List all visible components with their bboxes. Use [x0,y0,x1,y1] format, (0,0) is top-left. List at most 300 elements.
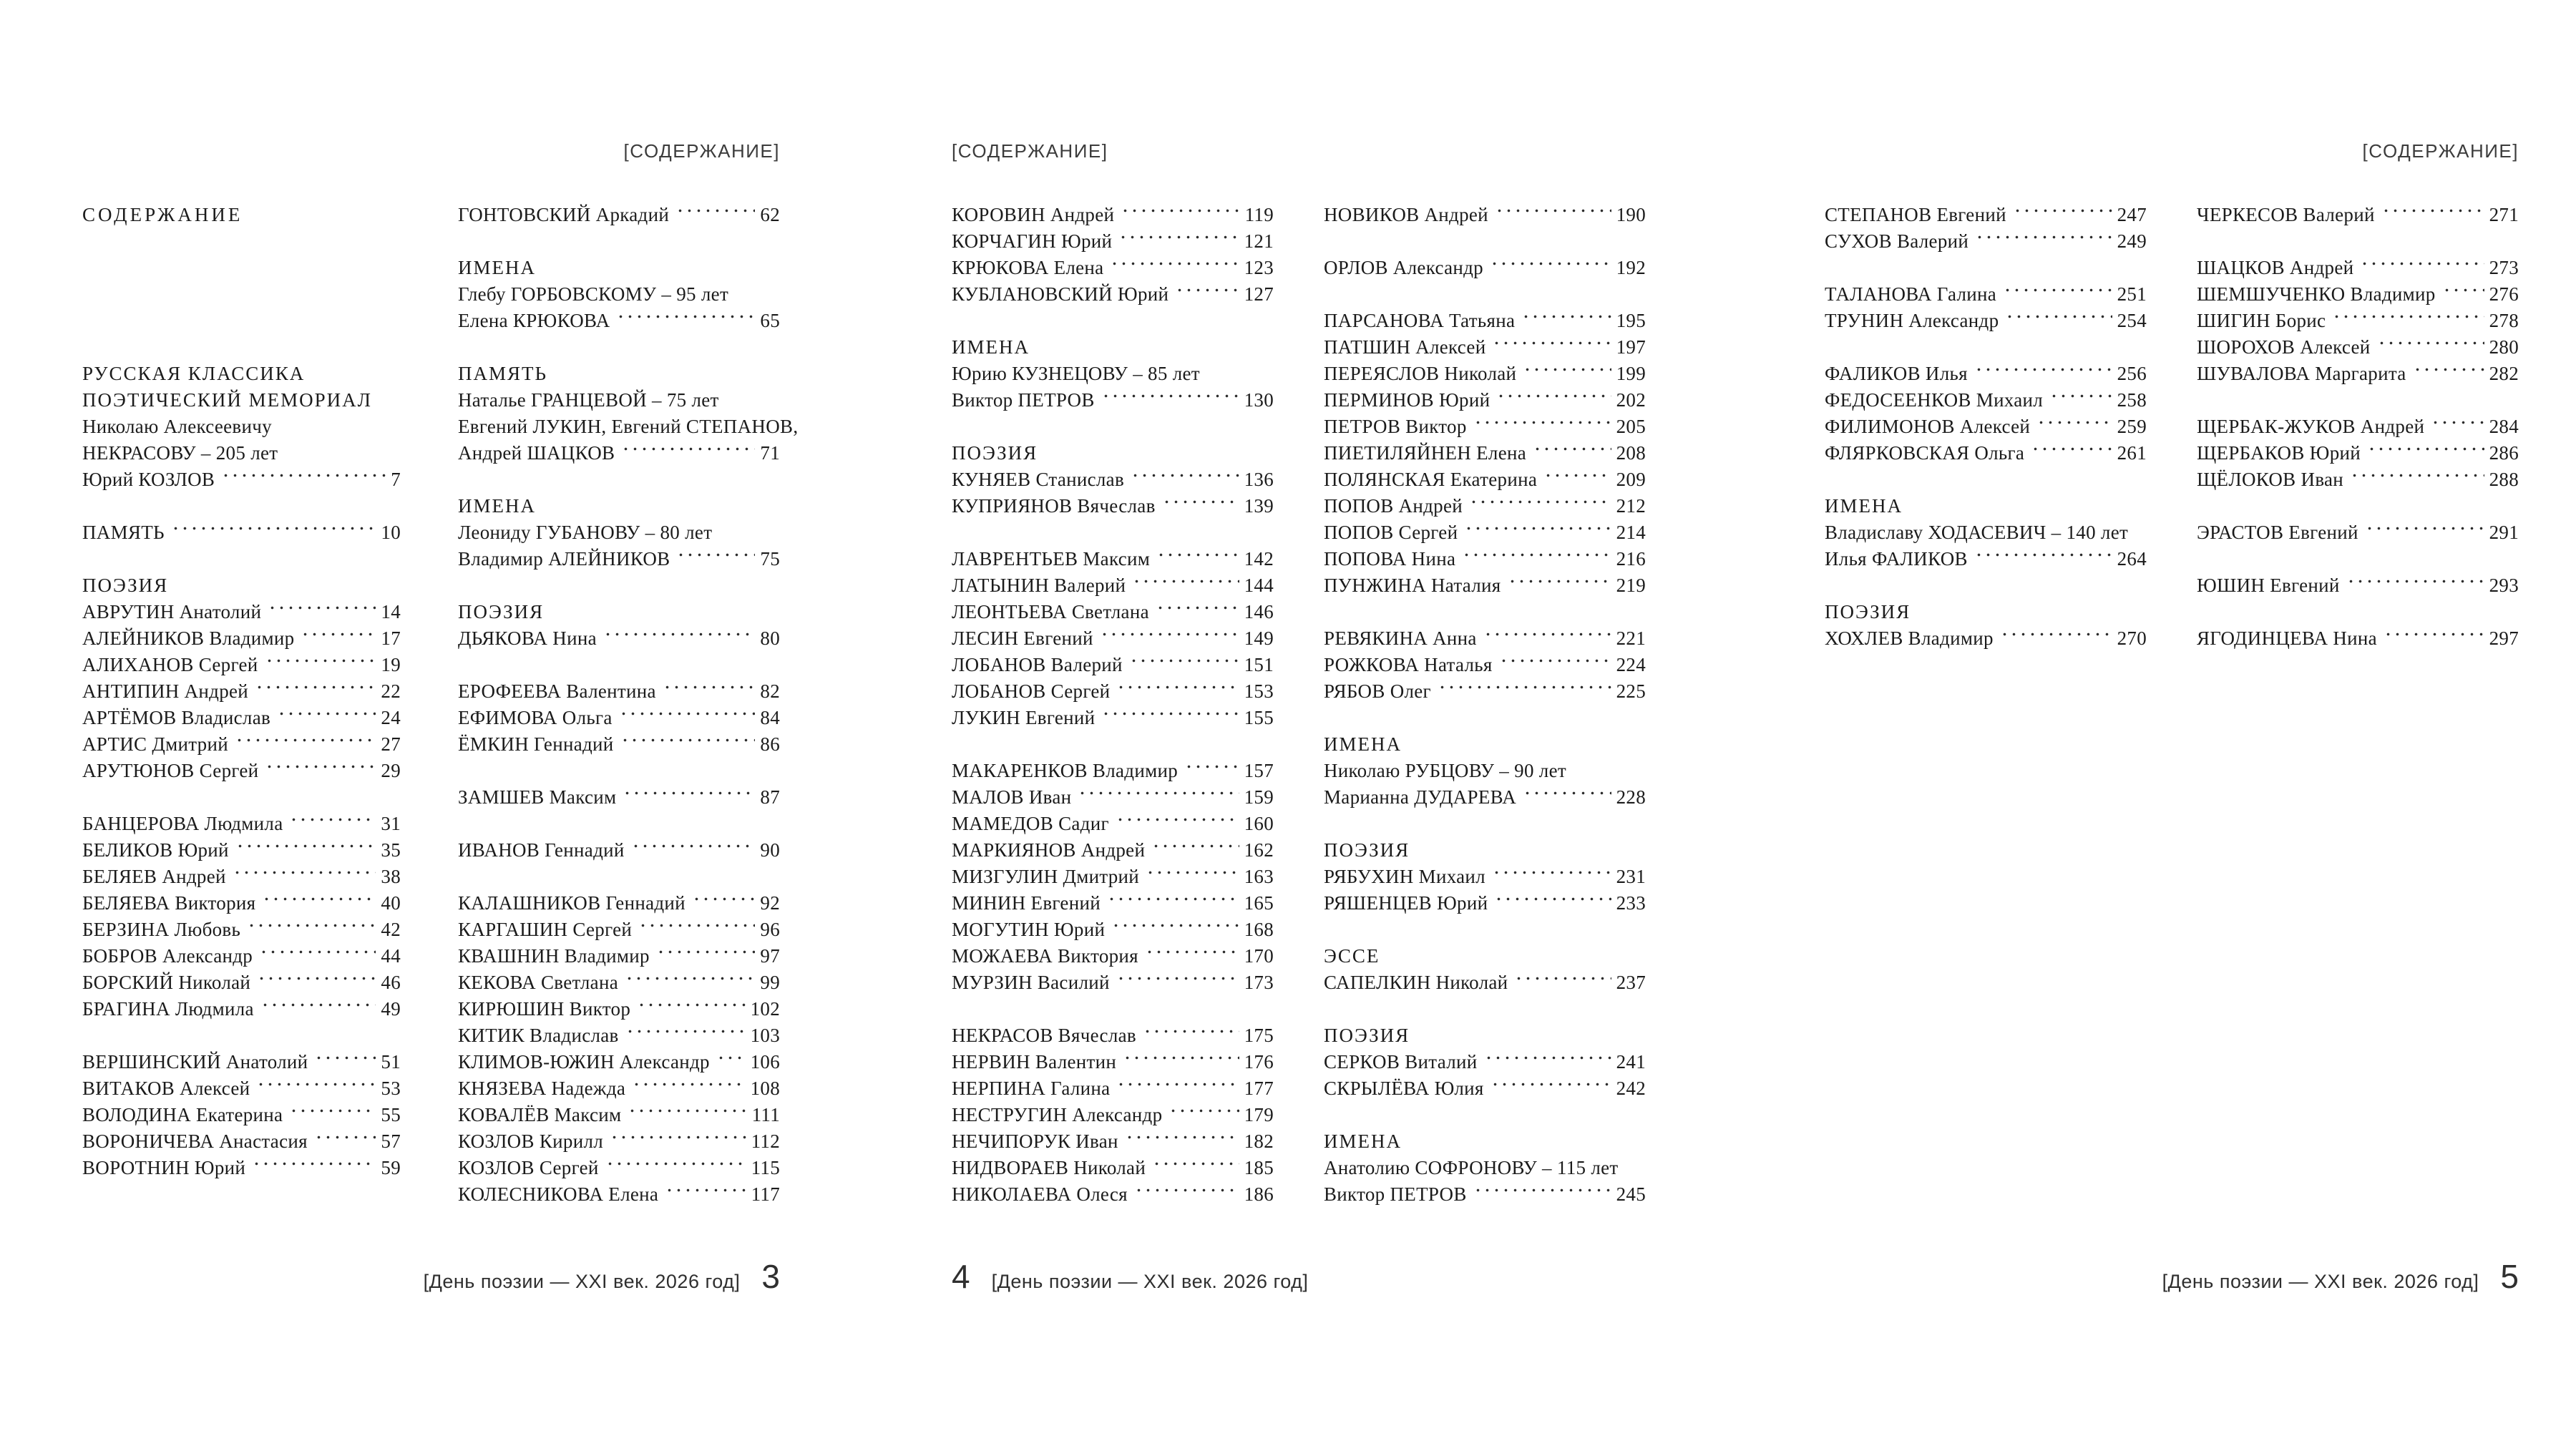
toc-entry [458,731,780,758]
entry-page: 228 [1616,786,1646,808]
entry-page: 214 [1616,522,1646,543]
toc-gap [458,334,780,361]
toc-gap [952,414,1274,440]
toc-entry [458,308,780,334]
toc-text-line: Николаю РУБЦОВУ – 90 лет [1324,760,1566,781]
toc-entry [1825,546,2147,572]
dot-leader [1492,334,1611,353]
dot-leader [1162,493,1239,512]
entry-name: ПАРСАНОВА Татьяна [1324,310,1516,331]
dot-leader [171,519,376,539]
dot-leader [610,1128,746,1148]
section-heading: ПОЭЗИЯ [82,575,169,596]
entry-name: ПОПОВА Нина [1324,548,1456,570]
entry-name: КИРЮШИН Виктор [458,998,631,1020]
dot-leader [1491,1075,1611,1095]
entry-page: 144 [1244,575,1274,596]
entry-name: ФЕДОСЕЕНКОВ Михаил [1825,389,2044,411]
entry-page: 264 [2117,548,2147,570]
dot-leader [1116,1075,1239,1095]
section-heading: ПОЭЗИЯ [458,601,545,622]
entry-page: 117 [751,1183,780,1205]
toc-gap [1324,281,1646,308]
entry-name: РЕВЯКИНА Анна [1324,627,1477,649]
dot-leader [603,625,756,645]
columns [1825,202,2519,652]
section-heading: ЭССЕ [1324,945,1380,967]
entry-name: КОЗЛОВ Сергей [458,1157,599,1178]
toc-entry [458,705,780,731]
entry-page: 7 [391,469,401,490]
toc-entry [458,546,780,572]
toc-entry [952,784,1274,811]
entry-name: АРУТЮНОВ Сергей [82,760,259,781]
entry-page: 258 [2117,389,2147,411]
dot-leader [1483,625,1611,645]
entry-page: 62 [760,204,780,225]
toc-entry [82,519,401,546]
toc-entry [1324,387,1646,414]
entry-page: 29 [381,760,401,781]
toc-gap [1324,705,1646,731]
entry-name: МОЖАЕВА Виктория [952,945,1138,967]
toc-text-line: Глебу ГОРБОВСКОМУ – 95 лет [458,283,729,305]
toc-gap [82,546,401,572]
toc-entry [82,1075,401,1102]
dot-leader [259,943,376,962]
entry-name: ШУВАЛОВА Маргарита [2197,363,2406,384]
toc-gap [1825,572,2147,599]
entry-page: 10 [381,522,401,543]
toc-entry [952,467,1274,493]
toc-entry [1825,308,2147,334]
dot-leader [1484,1049,1611,1068]
entry-page: 38 [381,866,401,887]
entry-name: ОРЛОВ Александр [1324,257,1483,278]
entry-page: 71 [760,442,780,464]
entry-page: 103 [750,1025,780,1046]
dot-leader [2013,202,2112,221]
entry-name: МИЗГУЛИН Дмитрий [952,866,1140,887]
dot-leader [262,890,376,909]
entry-page: 280 [2489,336,2519,358]
dot-leader [255,678,376,698]
dot-leader [2413,361,2484,380]
entry-page: 225 [1616,680,1646,702]
section-heading: ИМЕНА [952,336,1030,358]
toc-gap [1825,334,2147,361]
entry-page: 190 [1616,204,1646,225]
entry-page: 31 [381,813,401,834]
dot-leader [656,943,756,962]
entry-page: 92 [760,892,780,914]
dot-leader [1464,519,1611,539]
entry-name: ФЛЯРКОВСКАЯ Ольга [1825,442,2025,464]
entry-page: 19 [381,654,401,675]
toc-entry [1324,625,1646,652]
toc-entry [1324,784,1646,811]
toc-entry [952,493,1274,519]
entry-page: 96 [760,919,780,940]
toc-text-line: Анатолию СОФРОНОВУ – 115 лет [1324,1157,1619,1178]
entry-name: СКРЫЛЁВА Юлия [1324,1078,1484,1099]
entry-name: ПОПОВ Андрей [1324,495,1463,517]
toc-entry [82,731,401,758]
entry-page: 261 [2117,442,2147,464]
entry-page: 284 [2489,416,2519,437]
dot-leader [1078,784,1239,804]
entry-page: 273 [2489,257,2519,278]
toc-entry [1324,493,1646,519]
entry-name: БЕЛЯЕВ Андрей [82,866,226,887]
toc-gap [1324,811,1646,837]
entry-name: НЕКРАСОВ Вячеслав [952,1025,1136,1046]
dot-leader [2381,202,2484,221]
toc-entry [1825,625,2147,652]
dot-leader [2384,625,2484,645]
entry-page: 27 [381,733,401,755]
toc-text-line: Владиславу ХОДАСЕВИЧ – 140 лет [1825,522,2129,543]
toc-gap [82,255,401,281]
entry-name: ЛЕСИН Евгений [952,627,1093,649]
entry-name: НЕЧИПОРУК Иван [952,1130,1118,1152]
entry-name: ВЕРШИНСКИЙ Анатолий [82,1051,308,1073]
toc-entry [2197,519,2519,546]
toc-gap [2197,546,2519,572]
entry-page: 221 [1616,627,1646,649]
entry-name: ШАЦКОВ Андрей [2197,257,2354,278]
dot-leader [1123,1049,1239,1068]
toc-text-line: Юрию КУЗНЕЦОВУ – 85 лет [952,363,1200,384]
toc-gap [2197,599,2519,625]
entry-name: ЕРОФЕЕВА Валентина [458,680,656,702]
toc-entry [2197,202,2519,228]
entry-name: ЧЕРКЕСОВ Валерий [2197,204,2375,225]
entry-page: 163 [1244,866,1274,887]
entry-name: КНЯЗЕВА Надежда [458,1078,626,1099]
section-heading: ИМЕНА [1324,733,1402,755]
toc-text-line: Евгений ЛУКИН, Евгений СТЕПАНОВ, [458,416,799,437]
toc-gap [458,572,780,599]
dot-leader [1116,970,1239,989]
dot-leader [1110,255,1239,274]
toc-gap [82,493,401,519]
toc-column [1825,202,2147,652]
entry-name: САПЕЛКИН Николай [1324,972,1508,993]
dot-leader [621,440,755,459]
entry-page: 40 [381,892,401,914]
dot-leader [1156,599,1239,618]
dot-leader [1492,864,1611,883]
entry-name: КОРОВИН Андрей [952,204,1115,225]
dot-leader [235,731,376,751]
section-heading: ИМЕНА [458,495,536,517]
toc-entry [458,202,780,228]
entry-page: 111 [751,1104,780,1125]
dot-leader [221,467,386,486]
entry-page: 121 [1244,230,1274,252]
entry-page: 202 [1616,389,1646,411]
entry-name: АНТИПИН Андрей [82,680,249,702]
toc-gap [2197,493,2519,519]
toc-entry [1324,546,1646,572]
entry-page: 146 [1244,601,1274,622]
entry-name: ЗАМШЕВ Максим [458,786,617,808]
entry-page: 149 [1244,627,1274,649]
columns [952,202,1646,1208]
edition-label: [День поэзии — XXI век. 2026 год] [2162,1271,2479,1292]
toc-gap [458,758,780,784]
entry-name: АЛЕЙНИКОВ Владимир [82,627,295,649]
toc-entry [1324,361,1646,387]
entry-name: КОЗЛОВ Кирилл [458,1130,603,1152]
entry-name: Владимир АЛЕЙНИКОВ [458,548,670,570]
toc-gap [82,228,401,255]
entry-page: 162 [1244,839,1274,861]
section-heading: ПОЭЗИЯ [952,442,1038,464]
entry-name: СУХОВ Валерий [1825,230,1969,252]
dot-leader [1543,467,1611,486]
page-3 [82,140,799,1357]
entry-page: 112 [751,1130,780,1152]
toc-entry [1825,440,2147,467]
entry-page: 99 [760,972,780,993]
toc-entry [1324,890,1646,917]
entry-name: НИДВОРАЕВ Николай [952,1157,1146,1178]
entry-page: 297 [2489,627,2519,649]
section-heading: ПОЭЗИЯ [1324,1025,1410,1046]
entry-page: 282 [2489,363,2519,384]
dot-leader [1974,546,2112,565]
toc-entry [952,202,1274,228]
toc-entry [952,1155,1274,1181]
entry-name: Илья ФАЛИКОВ [1825,548,1968,570]
entry-page: 24 [381,707,401,728]
toc-entry [82,599,401,625]
toc-gap [952,996,1274,1022]
toc-text-line: Наталье ГРАНЦЕВОЙ – 75 лет [458,389,719,411]
toc-entry [2197,308,2519,334]
toc-entry [952,917,1274,943]
toc-entry [82,811,401,837]
entry-name: СЕРКОВ Виталий [1324,1051,1478,1073]
toc-entry [1324,467,1646,493]
dot-leader [1499,652,1611,671]
entry-name: БРАГИНА Людмила [82,998,254,1020]
toc-entry [82,943,401,970]
entry-page: 127 [1244,283,1274,305]
entry-page: 212 [1616,495,1646,517]
toc-entry [1825,228,2147,255]
entry-page: 205 [1616,416,1646,437]
entry-page: 35 [381,839,401,861]
entry-name: БЕЛИКОВ Юрий [82,839,229,861]
entry-page: 254 [2117,310,2147,331]
entry-page: 44 [381,945,401,967]
entry-name: ЛЕОНТЬЕВА Светлана [952,601,1149,622]
dot-leader [1111,917,1239,936]
entry-page: 75 [760,548,780,570]
entry-name: ЁМКИН Геннадий [458,733,614,755]
toc-entry [458,1075,780,1102]
entry-page: 65 [760,310,780,331]
dot-leader [692,890,755,909]
entry-name: МАРКИЯНОВ Андрей [952,839,1146,861]
entry-name: МАЛОВ Иван [952,786,1072,808]
toc-entry [458,1181,780,1208]
entry-page: 53 [381,1078,401,1099]
entry-page: 199 [1616,363,1646,384]
entry-name: АРТЁМОВ Владислав [82,707,271,728]
dot-leader [638,917,755,936]
toc-entry [458,943,780,970]
entry-name: МАКАРЕНКОВ Владимир [952,760,1179,781]
toc-text-line: НЕКРАСОВУ – 205 лет [82,442,278,464]
toc-entry [952,1022,1274,1049]
toc-entry [458,678,780,705]
running-header: [СОДЕРЖАНИЕ] [2362,140,2519,162]
entry-page: 84 [760,707,780,728]
entry-name: КЛИМОВ-ЮЖИН Александр [458,1051,710,1073]
page-footer [952,1260,1646,1293]
dot-leader [1523,361,1611,380]
page-footer [1825,1260,2519,1293]
entry-page: 97 [760,945,780,967]
toc-entry [458,837,780,864]
entry-name: ЮШИН Евгений [2197,575,2340,596]
entry-page: 192 [1616,257,1646,278]
entry-page: 276 [2489,283,2519,305]
toc-entry [952,387,1274,414]
dot-leader [247,917,376,936]
entry-page: 108 [750,1078,780,1099]
entry-page: 157 [1244,760,1274,781]
section-heading: ИМЕНА [1825,495,1903,517]
dot-leader [256,1075,376,1095]
toc-entry [952,1181,1274,1208]
entry-page: 22 [381,680,401,702]
entry-page: 245 [1616,1183,1646,1205]
dot-leader [616,308,755,327]
dot-leader [257,970,376,989]
toc-entry [1825,387,2147,414]
toc-gap [82,784,401,811]
dot-leader [1494,890,1611,909]
dot-leader [1156,546,1239,565]
columns [82,202,799,1208]
dot-leader [1974,361,2112,380]
edition-label: [День поэзии — XXI век. 2026 год] [991,1271,1309,1292]
entry-page: 80 [760,627,780,649]
toc-entry [1324,202,1646,228]
entry-page: 17 [381,627,401,649]
entry-name: ПОПОВ Сергей [1324,522,1458,543]
toc-gap [82,334,401,361]
entry-page: 168 [1244,919,1274,940]
entry-name: АЛИХАНОВ Сергей [82,654,258,675]
toc-column [952,202,1274,1208]
dot-leader [625,1022,746,1042]
entry-page: 195 [1616,310,1646,331]
toc-title: СОДЕРЖАНИЕ [82,204,243,225]
dot-leader [1521,308,1611,327]
dot-leader [663,678,756,698]
entry-name: РЯБУХИН Михаил [1324,866,1485,887]
toc-entry [82,1102,401,1128]
entry-page: 219 [1616,575,1646,596]
entry-page: 90 [760,839,780,861]
entry-page: 136 [1244,469,1274,490]
dot-leader [2000,625,2112,645]
page-number: 4 [952,1258,970,1295]
dot-leader [252,1155,376,1174]
entry-name: КУНЯЕВ Станислав [952,469,1124,490]
toc-entry [1324,1075,1646,1102]
entry-page: 14 [381,601,401,622]
entry-name: БОБРОВ Александр [82,945,253,967]
dot-leader [2377,334,2484,353]
toc-gap [458,811,780,837]
entry-name: КАРГАШИН Сергей [458,919,633,940]
entry-page: 82 [760,680,780,702]
dot-leader [628,1102,746,1121]
entry-page: 155 [1244,707,1274,728]
toc-entry [82,1049,401,1075]
entry-page: 247 [2117,204,2147,225]
dot-leader [1496,387,1611,406]
toc-entry [952,705,1274,731]
entry-name: КРЮКОВА Елена [952,257,1104,278]
toc-entry [2197,281,2519,308]
toc-gap [1324,599,1646,625]
toc-entry [952,572,1274,599]
toc-entry [2197,625,2519,652]
entry-page: 237 [1616,972,1646,993]
dot-leader [1116,678,1239,698]
entry-name: ЛАТЫНИН Валерий [952,575,1126,596]
entry-name: Марианна ДУДАРЕВА [1324,786,1517,808]
dot-leader [2350,467,2484,486]
section-heading: ИМЕНА [1324,1130,1402,1152]
toc-entry [2197,467,2519,493]
toc-entry [1324,255,1646,281]
dot-leader [619,705,756,724]
dot-leader [289,811,376,830]
entry-page: 209 [1616,469,1646,490]
dot-leader [265,758,376,777]
toc-entry [1324,334,1646,361]
toc-entry [1324,414,1646,440]
toc-entry [952,652,1274,678]
dot-leader [1118,228,1239,248]
dot-leader [675,202,755,221]
entry-name: РЯБОВ Олег [1324,680,1431,702]
section-heading: ПАМЯТЬ [458,363,548,384]
toc-gap [458,467,780,493]
entry-name: ПИЕТИЛЯЙНЕН Елена [1324,442,1527,464]
page-footer [82,1260,780,1293]
entry-page: 106 [750,1051,780,1073]
entry-page: 160 [1244,813,1274,834]
toc-entry [458,784,780,811]
entry-page: 242 [1616,1078,1646,1099]
entry-page: 291 [2489,522,2519,543]
dot-leader [1125,1128,1239,1148]
entry-name: ИВАНОВ Геннадий [458,839,625,861]
toc-entry [952,758,1274,784]
toc-entry [458,1155,780,1181]
dot-leader [1101,705,1239,724]
